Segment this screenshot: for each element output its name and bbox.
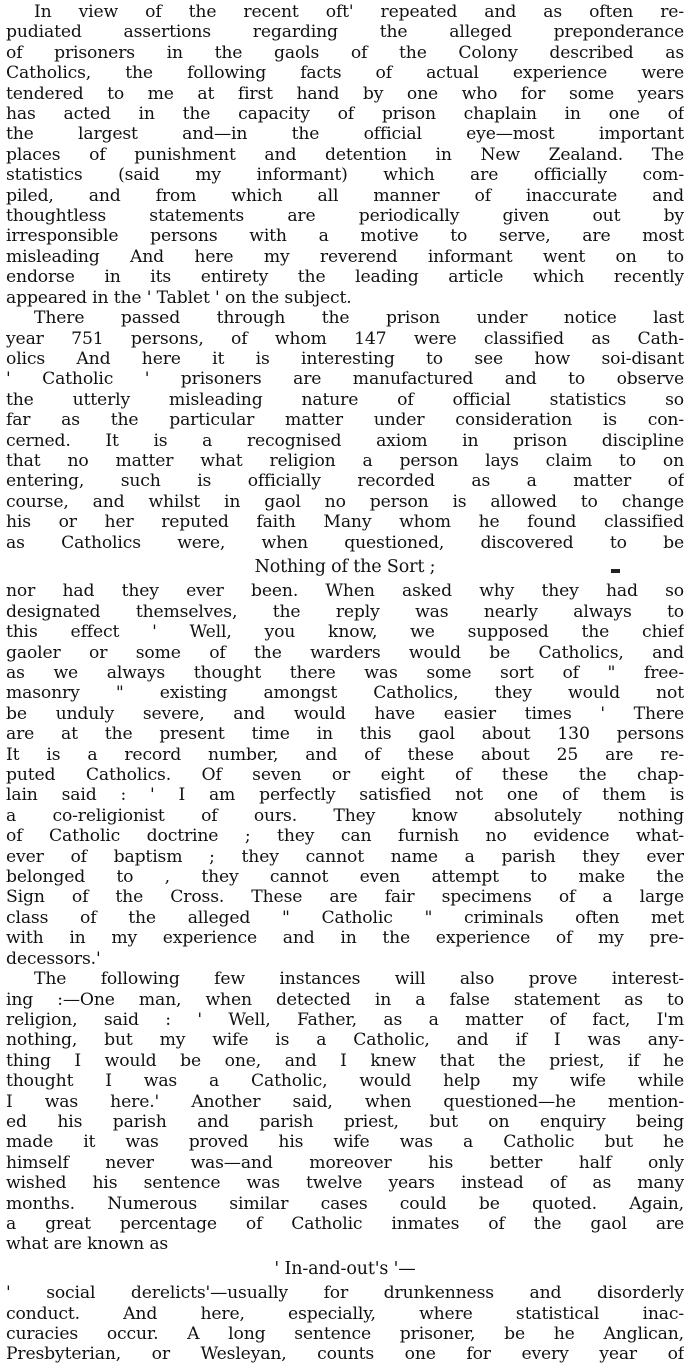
text-line: ed his parish and parish priest, but on enquiry being bbox=[6, 1111, 684, 1132]
paragraph-p3 bbox=[6, 581, 684, 969]
text-line: entering, such is officially recorded as a matter of bbox=[6, 471, 684, 492]
text-line: puted Catholics. Of seven or eight of these the chap- bbox=[6, 765, 684, 786]
text-line: ' Catholic ' prisoners are manufactured and to observe bbox=[6, 369, 684, 390]
text-line: a co-religionist of ours. They know absolutely nothing bbox=[6, 805, 684, 826]
text-line: religion, said : ' Well, Father, as a matter of fact, I'm bbox=[6, 1009, 684, 1030]
text-line: irresponsible persons with a motive to serve, are most bbox=[6, 226, 684, 247]
subheading-text: ' In-and-out's '— bbox=[274, 1258, 416, 1279]
newspaper-article bbox=[6, 2, 684, 1365]
subheading-in-and-outs bbox=[6, 1259, 684, 1279]
text-line: appeared in the ' Tablet ' on the subject. bbox=[6, 287, 352, 308]
text-line: a great percentage of Catholic inmates of the gaol are bbox=[6, 1213, 684, 1234]
text-line: of Catholic doctrine ; they can furnish no evidence what- bbox=[6, 826, 684, 847]
paragraph-p2 bbox=[6, 308, 684, 553]
article-section-3 bbox=[6, 1283, 684, 1365]
text-line: this effect ' Well, you know, we supposed the chief bbox=[6, 622, 684, 643]
text-line: wished his sentence was twelve years instead of as many bbox=[6, 1173, 684, 1194]
text-line: statistics (said my informant) which are officially com- bbox=[6, 165, 684, 186]
text-line: endorse in its entirety the leading article which recently bbox=[6, 267, 684, 288]
text-line: tendered to me at first hand by one who for some years bbox=[6, 83, 684, 104]
text-line: class of the alleged " Catholic " criminals often met bbox=[6, 907, 684, 928]
article-section-2 bbox=[6, 581, 684, 1254]
text-line: thoughtless statements are periodically given out by bbox=[6, 206, 684, 227]
subheading-nothing-of-the-sort bbox=[6, 557, 684, 577]
print-mark bbox=[611, 569, 620, 573]
text-line: piled, and from which all manner of inaccurate and bbox=[6, 185, 684, 206]
text-line: the utterly misleading nature of official statistics so bbox=[6, 389, 684, 410]
text-line: ing :—One man, when detected in a false statement as to bbox=[6, 989, 684, 1010]
text-line: belonged to , they cannot even attempt to make the bbox=[6, 867, 684, 888]
text-line: with in my experience and in the experience of my pre- bbox=[6, 928, 684, 949]
text-line: masonry " existing amongst Catholics, they would not bbox=[6, 683, 684, 704]
text-line: ever of baptism ; they cannot name a parish they ever bbox=[6, 846, 684, 867]
text-line: cerned. It is a recognised axiom in prison discipline bbox=[6, 430, 684, 451]
paragraph-p4 bbox=[6, 969, 684, 1255]
text-line: The following few instances will also prove interest- bbox=[34, 969, 684, 990]
text-line: that no matter what religion a person lays claim to on bbox=[6, 450, 684, 471]
text-line: There passed through the prison under notice last bbox=[34, 308, 684, 329]
text-line: I was here.' Another said, when questioned—he mention- bbox=[6, 1091, 684, 1112]
text-line: thing I would be one, and I knew that the priest, if he bbox=[6, 1050, 684, 1071]
text-line: misleading And here my reverend informant went on to bbox=[6, 246, 684, 267]
text-line: be unduly severe, and would have easier times ' There bbox=[6, 703, 684, 724]
text-line: lain said : ' I am perfectly satisfied not one of them is bbox=[6, 785, 684, 806]
text-line: himself never was—and moreover his better half only bbox=[6, 1152, 684, 1173]
text-line: made it was proved his wife was a Catholic but he bbox=[6, 1132, 684, 1153]
text-line: what are known as bbox=[6, 1234, 169, 1255]
text-line: course, and whilst in gaol no person is allowed to change bbox=[6, 491, 684, 512]
paragraph-p5 bbox=[6, 1283, 684, 1365]
text-line: designated themselves, the reply was nearly always to bbox=[6, 601, 684, 622]
text-line: thought I was a Catholic, would help my wife while bbox=[6, 1071, 684, 1092]
text-line: has acted in the capacity of prison chaplain in one of bbox=[6, 104, 684, 125]
text-line: conduct. And here, especially, where statistical inac- bbox=[6, 1303, 684, 1324]
article-section-1 bbox=[6, 2, 684, 553]
text-line: In view of the recent oft' repeated and as often re- bbox=[34, 2, 684, 22]
paragraph-p1 bbox=[6, 2, 684, 308]
text-line: the largest and—in the official eye—most important bbox=[6, 124, 684, 145]
subheading-text: Nothing of the Sort ; bbox=[254, 556, 436, 577]
text-line: gaoler or some of the warders would be Catholics, and bbox=[6, 642, 684, 663]
text-line: are at the present time in this gaol about 130 persons bbox=[6, 724, 684, 745]
text-line: It is a record number, and of these about 25 are re- bbox=[6, 744, 684, 765]
text-line: decessors.' bbox=[6, 948, 101, 969]
text-line: Catholics, the following facts of actual experience were bbox=[6, 63, 684, 84]
text-line: months. Numerous similar cases could be quoted. Again, bbox=[6, 1193, 684, 1214]
text-line: his or her reputed faith Many whom he found classified bbox=[6, 512, 684, 533]
text-line: olics And here it is interesting to see how soi-disant bbox=[6, 348, 684, 369]
text-line: pudiated assertions regarding the alleged preponderance bbox=[6, 22, 684, 43]
text-line: year 751 persons, of whom 147 were classified as Cath- bbox=[6, 328, 684, 349]
text-line: as we always thought there was some sort of " free- bbox=[6, 663, 684, 683]
text-line: places of punishment and detention in New Zealand. The bbox=[6, 144, 684, 165]
text-line: as Catholics were, when questioned, discovered to be bbox=[6, 532, 684, 553]
text-line: nothing, but my wife is a Catholic, and if I was any- bbox=[6, 1030, 684, 1051]
text-line: curacies occur. A long sentence prisoner, be he Anglican, bbox=[6, 1324, 684, 1344]
text-line: far as the particular matter under consideration is con- bbox=[6, 410, 684, 431]
text-line: Presbyterian, or Wesleyan, counts one for every year of bbox=[6, 1344, 684, 1365]
text-line: nor had they ever been. When asked why they had so bbox=[6, 581, 684, 602]
text-line: of prisoners in the gaols of the Colony described as bbox=[6, 42, 684, 63]
text-line: Sign of the Cross. These are fair specimens of a large bbox=[6, 887, 684, 908]
text-line: ' social derelicts'—usually for drunkenness and disorderly bbox=[6, 1283, 684, 1304]
